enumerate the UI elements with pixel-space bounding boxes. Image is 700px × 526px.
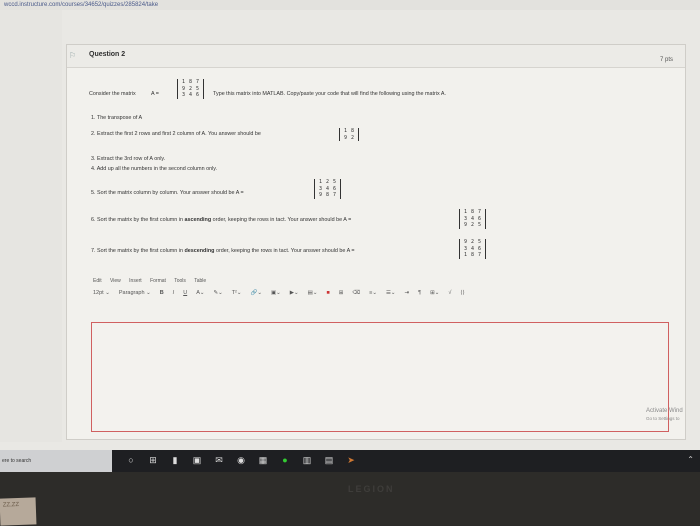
rtl-icon[interactable]: ¶ <box>418 290 422 296</box>
mail-icon[interactable]: ✉ <box>215 455 223 465</box>
block-format-select[interactable]: Paragraph ⌄ <box>118 290 151 296</box>
app3-icon[interactable]: ▤ <box>324 455 334 465</box>
highlight-icon[interactable]: ✎⌄ <box>213 290 223 296</box>
menu-insert[interactable]: Insert <box>129 278 142 284</box>
app-icon[interactable]: ▮ <box>172 455 178 465</box>
intro-instruction: Type this matrix into MATLAB. Copy/paste your code that will find the following using the matrix A. <box>213 91 447 97</box>
question-card <box>66 44 686 440</box>
answer-editor[interactable] <box>91 322 669 432</box>
image-icon[interactable]: ▣⌄ <box>270 290 281 296</box>
left-panel <box>0 10 62 442</box>
intro-text: Consider the matrix <box>89 91 136 97</box>
tray-chevron-icon[interactable]: ⌃ <box>687 455 694 464</box>
source-icon[interactable]: ⟨⟩ <box>460 290 465 296</box>
bold-icon[interactable]: B <box>159 290 164 296</box>
laptop-bezel <box>0 472 700 525</box>
editor-toolbar <box>93 290 465 296</box>
chrome-icon[interactable]: ◉ <box>237 455 245 465</box>
matrix-item-2: 1 8 9 2 <box>339 128 359 141</box>
cortana-icon[interactable]: ○ <box>128 455 134 465</box>
underline-icon[interactable]: U <box>183 290 188 296</box>
taskbar <box>0 450 700 472</box>
item-7: 7. Sort the matrix by the first column in descending order, keeping the rows in tact. Your answer should be A = <box>91 248 355 254</box>
math-icon[interactable]: √ <box>448 290 452 296</box>
font-size-select[interactable]: 12pt ⌄ <box>93 290 110 296</box>
italic-icon[interactable]: I <box>172 290 175 296</box>
app4-icon[interactable]: ➤ <box>347 455 355 465</box>
item-2: 2. Extract the first 2 rows and first 2 column of A. You answer should be <box>91 131 261 137</box>
list-icon[interactable]: ☰⌄ <box>385 290 396 296</box>
item-3: 3. Extract the 3rd row of A only. <box>91 156 166 162</box>
matrix-a: 1 8 7 9 2 5 3 4 6 <box>177 79 204 99</box>
question-title: Question 2 <box>89 51 126 58</box>
superscript-icon[interactable]: T²⌄ <box>231 290 242 296</box>
calendar-icon[interactable]: ▦ <box>258 455 268 465</box>
clear-format-icon[interactable]: ⌫ <box>352 290 361 296</box>
item-1: 1. The transpose of A <box>91 115 143 121</box>
media-icon[interactable]: ▶⌄ <box>289 290 299 296</box>
item-5: 5. Sort the matrix column by column. Your answer should be A = <box>91 190 244 196</box>
task-view-icon[interactable]: ⊞ <box>149 455 157 465</box>
menu-table[interactable]: Table <box>194 278 207 284</box>
indent-icon[interactable]: ⇥ <box>404 290 410 296</box>
intro-a: A = <box>151 91 159 97</box>
app2-icon[interactable]: ▥ <box>302 455 312 465</box>
flag-icon[interactable]: ⚐ <box>69 51 77 60</box>
link-icon[interactable]: 🔗⌄ <box>250 290 262 296</box>
table-icon[interactable]: ⊞⌄ <box>430 290 440 296</box>
document-icon[interactable]: ▤⌄ <box>307 290 318 296</box>
matrix-item-7: 9 2 5 3 4 6 1 8 7 <box>459 239 486 259</box>
menu-edit[interactable]: Edit <box>93 278 102 284</box>
points-label: 7 pts <box>659 57 673 63</box>
spotify-icon[interactable]: ● <box>282 455 288 465</box>
text-color-icon[interactable]: A⌄ <box>196 290 205 296</box>
item-4: 4. Add up all the numbers in the second column only. <box>91 166 218 172</box>
menu-format[interactable]: Format <box>150 278 166 284</box>
apps-icon[interactable]: ⊞ <box>338 290 344 296</box>
taskbar-search[interactable]: ere to search <box>0 450 112 472</box>
address-bar[interactable]: wccd.instructure.com/courses/34652/quizzes/285824/take <box>0 0 700 10</box>
store-icon[interactable]: ▣ <box>192 455 202 465</box>
menu-tools[interactable]: Tools <box>174 278 186 284</box>
laptop-brand: LEGION <box>348 484 395 494</box>
matrix-item-5: 1 2 5 3 4 6 9 8 7 <box>314 179 341 199</box>
item-6: 6. Sort the matrix by the first column in ascending order, keeping the rows in tact. Your answer should be A = <box>91 217 352 223</box>
record-icon[interactable]: ■ <box>326 290 330 296</box>
activate-windows-watermark: Activate Wind Go to Settings to <box>646 408 683 421</box>
matrix-item-6: 1 8 7 3 4 6 9 2 5 <box>459 209 486 229</box>
sticker: ZZ,ZZ <box>0 497 36 525</box>
menu-view[interactable]: View <box>110 278 121 284</box>
align-icon[interactable]: ≡⌄ <box>369 290 377 296</box>
question-header <box>67 45 685 68</box>
editor-menubar <box>93 278 213 284</box>
